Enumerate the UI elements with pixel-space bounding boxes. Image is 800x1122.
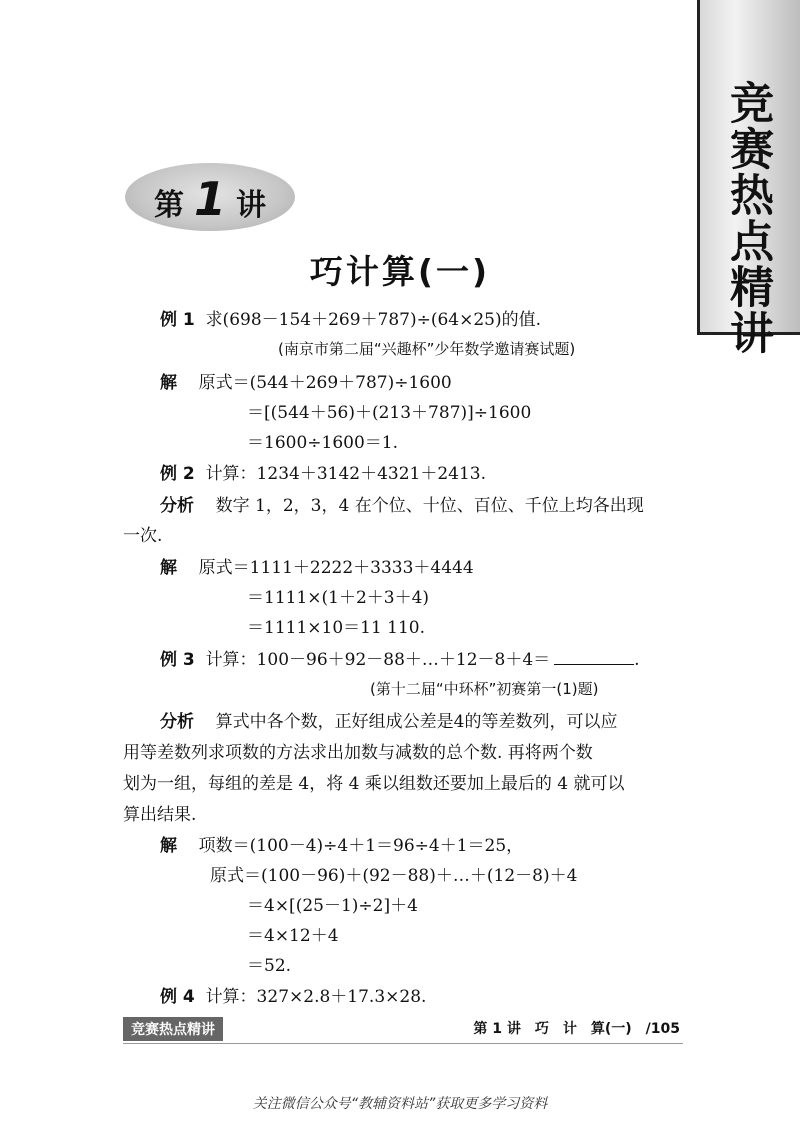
solution-2-step-3: ＝1111×10＝11 110. bbox=[247, 618, 426, 638]
analysis-3-text: 算式中各个数，正好组成公差是4的等差数列，可以应 bbox=[215, 712, 618, 732]
footer-page-info: 第 1 讲 巧 计 算(一) /105 bbox=[473, 1021, 680, 1037]
lecture-prefix: 第 bbox=[153, 188, 184, 223]
solution-3-step-2: 原式＝(100－96)＋(92－88)＋…＋(12－8)＋4 bbox=[210, 866, 578, 886]
solution-3-step-1: 项数＝(100－4)÷4＋1＝96÷4＋1＝25， bbox=[198, 836, 524, 856]
lecture-number: 1 bbox=[193, 172, 226, 226]
example-4-label: 例 4 bbox=[160, 987, 195, 1007]
solution-3-label: 解 bbox=[160, 836, 177, 856]
analysis-2-text: 数字 1，2，3，4 在个位、十位、百位、千位上均各出现 bbox=[215, 496, 644, 516]
answer-blank bbox=[554, 650, 634, 665]
analysis-3-text-3: 划为一组，每组的差是 4，将 4 乘以组数还要加上最后的 4 就可以 bbox=[123, 774, 625, 794]
solution-1-step-2: ＝[(544＋56)＋(213＋787)]÷1600 bbox=[247, 403, 532, 423]
analysis-2-line bbox=[160, 491, 644, 516]
footer-book-title: 竞赛热点精讲 bbox=[123, 1017, 223, 1041]
analysis-2-text-cont: 一次. bbox=[123, 526, 163, 546]
example-2-line bbox=[160, 459, 486, 484]
solution-3-step-4: ＝4×12＋4 bbox=[247, 926, 339, 946]
example-3-line bbox=[160, 645, 640, 670]
example-3-label: 例 3 bbox=[160, 650, 195, 670]
example-3-source: (第十二届“中环杯”初赛第一(1)题) bbox=[370, 680, 599, 698]
side-tab-title: 竞赛热点精讲 bbox=[722, 80, 773, 356]
solution-2-line bbox=[160, 553, 474, 578]
solution-1-step-3: ＝1600÷1600＝1. bbox=[247, 433, 398, 453]
footer-divider bbox=[123, 1043, 683, 1044]
analysis-3-text-2: 用等差数列求项数的方法求出加数与减数的总个数. 再将两个数 bbox=[123, 743, 593, 763]
lecture-suffix: 讲 bbox=[236, 188, 266, 223]
solution-2-step-1: 原式＝1111＋2222＋3333＋4444 bbox=[198, 558, 474, 578]
page-title: 巧计算(一) bbox=[309, 252, 491, 291]
example-4-line bbox=[160, 982, 426, 1007]
example-1-line bbox=[160, 305, 541, 330]
solution-1-label: 解 bbox=[160, 373, 177, 393]
example-1-source: (南京市第二届“兴趣杯”少年数学邀请赛试题) bbox=[278, 340, 576, 358]
solution-3-line bbox=[160, 831, 523, 856]
analysis-2-label: 分析 bbox=[160, 496, 194, 516]
example-2-text: 计算：1234＋3142＋4321＋2413. bbox=[205, 464, 487, 484]
example-2-label: 例 2 bbox=[160, 464, 195, 484]
example-4-text: 计算：327×2.8＋17.3×28. bbox=[205, 987, 427, 1007]
solution-2-step-2: ＝1111×(1＋2＋3＋4) bbox=[247, 588, 430, 608]
analysis-3-line bbox=[160, 707, 617, 732]
solution-3-step-5: ＝52. bbox=[247, 956, 292, 976]
example-1-text: 求(698－154＋269＋787)÷(64×25)的值. bbox=[205, 310, 542, 330]
example-3-tail: . bbox=[634, 650, 640, 670]
solution-3-step-3: ＝4×[(25－1)÷2]＋4 bbox=[247, 896, 418, 916]
lecture-label bbox=[125, 172, 295, 226]
analysis-3-label: 分析 bbox=[160, 712, 194, 732]
example-3-text: 计算：100－96＋92－88＋…＋12－8＋4＝ bbox=[205, 650, 551, 670]
analysis-3-text-4: 算出结果. bbox=[123, 805, 197, 825]
watermark-note: 关注微信公众号“教辅资料站”获取更多学习资料 bbox=[252, 1096, 548, 1112]
solution-1-step-1: 原式＝(544＋269＋787)÷1600 bbox=[198, 373, 452, 393]
example-1-label: 例 1 bbox=[160, 310, 195, 330]
solution-2-label: 解 bbox=[160, 558, 177, 578]
solution-1-line bbox=[160, 368, 452, 393]
